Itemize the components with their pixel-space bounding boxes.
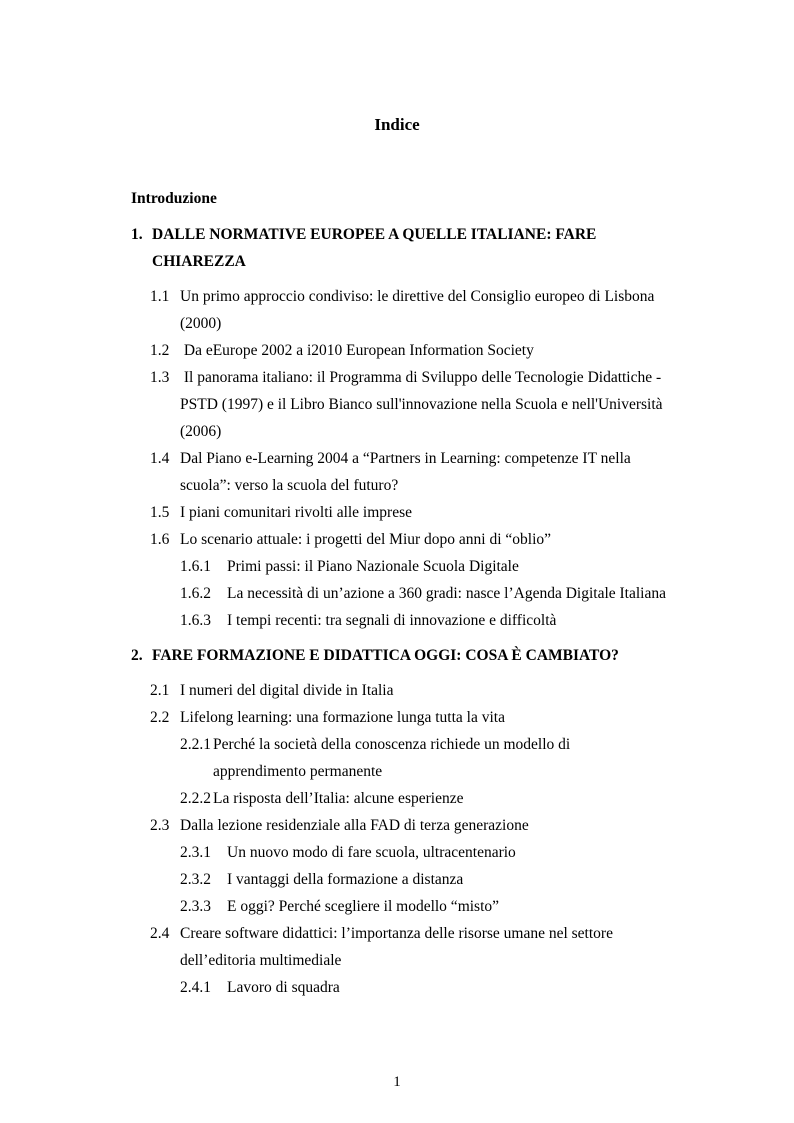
page-number: 1 [393, 1074, 401, 1090]
subsection-title: E oggi? Perché scegliere il modello “misto” [227, 898, 500, 915]
subsection-number: 2.2.1 [180, 736, 211, 753]
section-number: 2.2 [150, 709, 170, 726]
section-title: I numeri del digital divide in Italia [180, 682, 394, 699]
section-number: 1.6 [150, 531, 170, 548]
chapter-number: 1. [131, 226, 143, 243]
section-title: Un primo approccio condiviso: le direttive del Consiglio europeo di Lisbona [180, 288, 655, 305]
section-number: 1.5 [150, 504, 170, 521]
subsection-title: Lavoro di squadra [227, 979, 340, 996]
toc-section-2-2 [131, 704, 691, 731]
section-number: 2.4 [150, 925, 170, 942]
toc-intro: Introduzione [131, 190, 217, 207]
section-title: Dal Piano e-Learning 2004 a “Partners in Learning: competenze IT nella [180, 450, 631, 467]
section-number: 1.4 [150, 450, 170, 467]
toc-subsection-2-3-1 [131, 839, 691, 866]
toc-chapter-2 [131, 642, 691, 669]
toc-subsection-2-2-1 [131, 731, 691, 785]
section-title: Creare software didattici: l’importanza delle risorse umane nel settore [180, 925, 613, 942]
toc-subsection-2-4-1 [131, 974, 691, 1001]
section-title-cont: dell’editoria multimediale [180, 952, 342, 969]
chapter-title: FARE FORMAZIONE E DIDATTICA OGGI: COSA È CAMBIATO? [152, 647, 619, 664]
toc-subsection-1-6-1 [131, 553, 691, 580]
section-title: Lifelong learning: una formazione lunga tutta la vita [180, 709, 505, 726]
subsection-title: Primi passi: il Piano Nazionale Scuola Digitale [227, 558, 519, 575]
subsection-title-cont: apprendimento permanente [213, 763, 383, 780]
toc-subsection-2-2-2 [131, 785, 691, 812]
subsection-title: La necessità di un’azione a 360 gradi: nasce l’Agenda Digitale Italiana [227, 585, 666, 602]
toc-subsection-2-3-2 [131, 866, 691, 893]
toc-chapter-1 [131, 221, 691, 275]
section-number: 1.3 [150, 369, 170, 386]
section-title-cont: (2000) [180, 315, 222, 332]
subsection-title: Un nuovo modo di fare scuola, ultracentenario [227, 844, 516, 861]
toc-subsection-1-6-2 [131, 580, 691, 607]
toc-section-1-1 [131, 283, 691, 337]
chapter-title-cont: CHIAREZZA [152, 253, 246, 270]
toc-section-2-1 [131, 677, 691, 704]
toc-subsection-2-3-3 [131, 893, 691, 920]
subsection-number: 2.4.1 [180, 979, 211, 996]
toc-section-1-2 [131, 337, 691, 364]
table-of-contents [131, 185, 691, 1001]
section-number: 2.3 [150, 817, 170, 834]
subsection-title: I tempi recenti: tra segnali di innovazione e difficoltà [227, 612, 557, 629]
subsection-number: 1.6.3 [180, 612, 211, 629]
subsection-number: 2.2.2 [180, 790, 211, 807]
subsection-number: 2.3.1 [180, 844, 211, 861]
section-title: Il panorama italiano: il Programma di Sviluppo delle Tecnologie Didattiche - [180, 369, 662, 386]
subsection-title: Perché la società della conoscenza richiede un modello di [213, 736, 571, 753]
toc-section-1-6 [131, 526, 691, 553]
section-title: Da eEurope 2002 a i2010 European Information Society [180, 342, 534, 359]
toc-section-1-5 [131, 499, 691, 526]
toc-section-2-3 [131, 812, 691, 839]
section-title-cont: scuola”: verso la scuola del futuro? [180, 477, 399, 494]
subsection-title: I vantaggi della formazione a distanza [227, 871, 464, 888]
chapter-number: 2. [131, 647, 143, 664]
section-title-cont: PSTD (1997) e il Libro Bianco sull'innovazione nella Scuola e nell'Università [180, 396, 663, 413]
subsection-number: 2.3.3 [180, 898, 211, 915]
subsection-title: La risposta dell’Italia: alcune esperienze [213, 790, 464, 807]
toc-subsection-1-6-3 [131, 607, 691, 634]
page-title: Indice [374, 115, 420, 134]
chapter-title: DALLE NORMATIVE EUROPEE A QUELLE ITALIANE: FARE [152, 226, 597, 243]
subsection-number: 2.3.2 [180, 871, 211, 888]
toc-section-1-3 [131, 364, 691, 445]
section-number: 1.1 [150, 288, 170, 305]
subsection-number: 1.6.1 [180, 558, 211, 575]
section-title: Dalla lezione residenziale alla FAD di terza generazione [180, 817, 529, 834]
section-number: 2.1 [150, 682, 170, 699]
toc-section-2-4 [131, 920, 691, 974]
section-title: I piani comunitari rivolti alle imprese [180, 504, 413, 521]
toc-section-1-4 [131, 445, 691, 499]
section-title: Lo scenario attuale: i progetti del Miur dopo anni di “oblio” [180, 531, 552, 548]
subsection-number: 1.6.2 [180, 585, 211, 602]
section-title-cont: (2006) [180, 423, 222, 440]
section-number: 1.2 [150, 342, 170, 359]
